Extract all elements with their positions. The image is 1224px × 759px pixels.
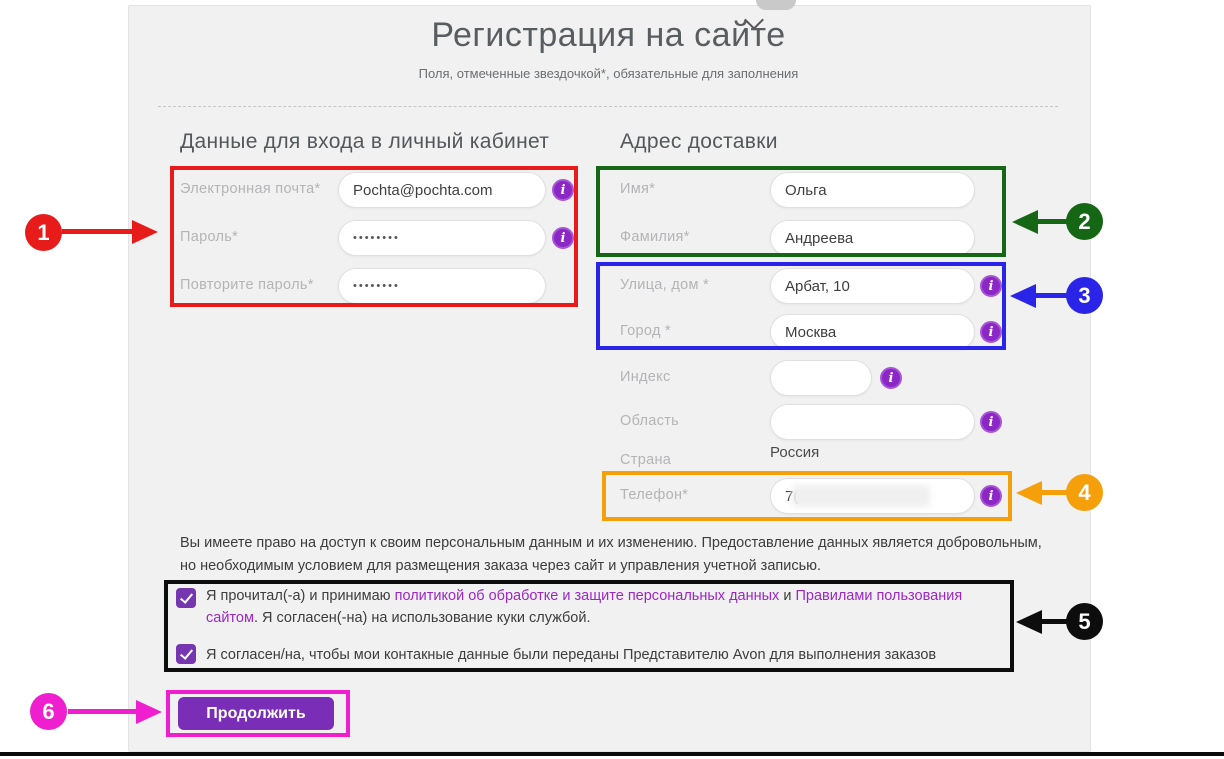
page-subtitle: Поля, отмеченные звездочкой*, обязательные для заполнения [418,66,799,81]
annotation-marker-6: 6 [30,693,67,730]
annotation-arrow-5 [1042,619,1068,624]
annotation-marker-2: 2 [1066,203,1103,240]
privacy-consent-text [206,585,1006,630]
phone-redaction-blur [792,485,930,507]
annotation-marker-3: 3 [1066,277,1103,314]
city-field[interactable] [770,314,975,350]
annotation-arrowhead-1 [132,220,158,244]
email-info-icon[interactable]: i [552,179,574,201]
street-field[interactable] [770,268,975,304]
street-label: Улица, дом * [620,277,709,293]
password-field[interactable] [338,220,546,256]
zip-info-icon[interactable]: i [880,367,902,389]
city-info-icon[interactable]: i [980,321,1002,343]
annotation-arrowhead-3 [1010,284,1036,308]
first-name-field[interactable] [770,172,975,208]
annotation-arrow-4 [1042,490,1068,495]
registration-panel [128,5,1091,752]
annotation-arrowhead-5 [1016,610,1042,634]
country-value: Россия [770,444,820,461]
phone-info-icon[interactable]: i [980,485,1002,507]
annotation-arrowhead-6 [136,700,162,724]
city-label: Город * [620,323,671,339]
separator [158,106,1058,107]
bottom-border-line [0,752,1224,756]
continue-button[interactable]: Продолжить [178,697,334,730]
email-label: Электронная почта* [180,181,321,197]
region-label: Область [620,413,680,429]
password-info-icon[interactable]: i [552,227,574,249]
address-section-heading: Адрес доставки [620,130,778,153]
phone-label: Телефон* [620,487,689,503]
personal-data-paragraph: Вы имеете право на доступ к своим персональным данным и их изменению. Предоставление данных является добровольным, но необходимым условием для размещения заказа через сайт и управления учетной записью. [180,535,1042,575]
annotation-arrow-6 [68,709,140,714]
email-field[interactable] [338,172,546,208]
login-section-heading: Данные для входа в личный кабинет [180,130,550,153]
contact-transfer-text: Я согласен/на, чтобы мои контакные данные были переданы Представителю Avon для выполнения заказов [206,647,937,663]
privacy-policy-link[interactable]: политикой об обработке и защите персональных данных [394,588,780,604]
privacy-consent-checkbox[interactable] [176,588,196,608]
annotation-arrowhead-2 [1012,210,1038,234]
page-title: Регистрация на сайте [431,16,786,54]
password-label: Пароль* [180,229,239,245]
annotation-arrow-2 [1038,219,1068,224]
consent-text-after: . Я согласен(-на) на использование куки службой. [253,610,591,627]
annotation-marker-4: 4 [1066,474,1103,511]
country-label: Страна [620,452,672,468]
annotation-marker-1: 1 [25,214,62,251]
consent-text-before: Я прочитал(-а) и принимаю [206,588,395,604]
contact-transfer-checkbox[interactable] [176,644,196,664]
street-info-icon[interactable]: i [980,275,1002,297]
first-name-label: Имя* [620,181,656,197]
repeat-password-field[interactable] [338,268,546,304]
region-info-icon[interactable]: i [980,411,1002,433]
zip-label: Индекс [620,369,671,385]
zip-field[interactable] [770,360,872,396]
annotation-arrow-3 [1036,293,1068,298]
annotation-marker-5: 5 [1066,603,1103,640]
annotation-arrow-1 [62,229,136,234]
consent-text-middle: и [779,588,796,604]
last-name-label: Фамилия* [620,229,690,245]
scroll-tab[interactable] [756,0,796,10]
last-name-field[interactable] [770,220,975,256]
region-field[interactable] [770,404,975,440]
repeat-password-label: Повторите пароль* [180,277,314,293]
site-rules-link[interactable]: Правилами пользования сайтом [206,588,963,627]
annotation-arrowhead-4 [1016,481,1042,505]
